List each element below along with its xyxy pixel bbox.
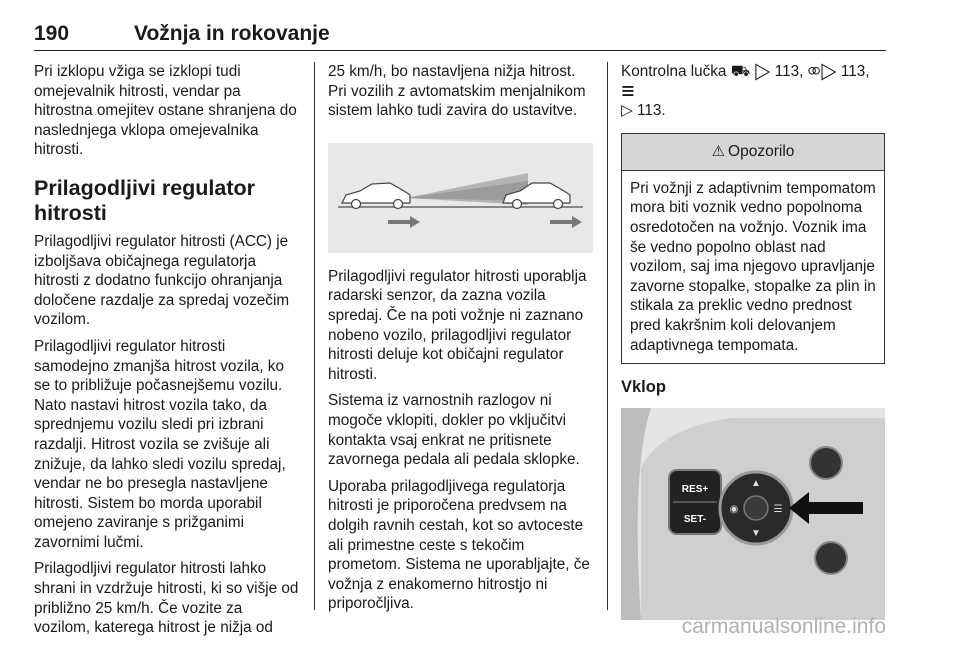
paragraph: Uporaba prilagodljivega regulatorja hitrosti je priporočena predvsem na dolgih ravnih cestah, kot so avtoceste ali primestne ceste s tekočim prometom. Sistema ne uporabljajte, če vožnja z enakomerno hitrostjo ni priporočljiva. xyxy=(328,477,590,613)
ego-car-icon xyxy=(342,183,410,209)
distance-lamp-icon: ☰ xyxy=(621,82,635,100)
cruise-icon: ◉ xyxy=(729,504,739,516)
paragraph: Prilagodljivi regulator hitrosti lahko shrani in vzdržuje hitrosti, ki so višje od približno 25 km/h. Če vozite za vozilom, katerega hitrost je nižja od xyxy=(34,560,299,637)
direction-arrow-icon xyxy=(388,216,420,228)
direction-arrow-icon xyxy=(550,216,582,228)
steering-controls-svg xyxy=(621,408,885,620)
page-ref-arrow-icon: ▷ xyxy=(621,102,633,120)
cancel-icon: ▼ xyxy=(751,528,761,540)
paragraph: Sistema iz varnostnih razlogov ni mogoče vklopiti, dokler po vključitvi kontakta vsaj enkrat ne pritisnete zavornega pedala ali pedala sklopke. xyxy=(328,392,580,469)
paragraph: 25 km/h, bo nastavljena nižja hitrost. Pri vozilih z avtomatskim menjalnikom sistem lahko tudi zavira do ustavitve. xyxy=(328,63,586,120)
control-lamp-reference xyxy=(621,62,886,121)
column-3 xyxy=(621,62,886,620)
page-number: 190 xyxy=(34,22,70,45)
warning-title: Opozorilo xyxy=(728,142,795,160)
radar-illustration-svg xyxy=(328,143,593,253)
cruise-center-button[interactable] xyxy=(744,496,768,520)
watermark: carmanualsonline.info xyxy=(681,615,886,638)
car-lamp-icon: ⛟ xyxy=(730,63,750,80)
paragraph: Pri izklopu vžiga se izklopi tudi omejevalnik hitrosti, vendar pa hitrostna omejitev ostane shranjena do naslednjega vklopa omejevalnika hitrosti. xyxy=(34,63,297,159)
section-heading: Vklop xyxy=(621,378,666,397)
acc-radar-illustration xyxy=(328,143,593,253)
cruise-lamp-icon: ⚭ xyxy=(807,63,821,80)
res-button-label: RES+ xyxy=(681,484,709,496)
page-title: Vožnja in rokovanje xyxy=(134,22,330,45)
page-header xyxy=(34,22,886,51)
page-reference: 113, xyxy=(774,63,804,80)
reference-prefix: Kontrolna lučka xyxy=(621,63,727,80)
warning-box xyxy=(621,133,885,364)
paragraph: Prilagodljivi regulator hitrosti samodejno zmanjša hitrost vozila, ko se to približuje počasnejšemu vozilu. Nato nastavi hitrost vozila tako, da sprednjemu vozilu sledi pri izbrani razdalji. Hitrost vozila se zvišuje ali znižuje, da lahko sledi vozilu spredaj, vendar ne bo presegla nastavljene hitrosti. Sistem bo morda uporabil omejeno zaviranje s prižganimi zavornimi lučmi. xyxy=(34,337,286,551)
distance-icon: ☰ xyxy=(773,504,783,516)
warning-triangle-icon: ⚠ xyxy=(711,142,726,160)
phone-button[interactable] xyxy=(810,447,842,479)
page-reference: 113, xyxy=(840,63,870,80)
page-ref-arrow-icon: ▷ xyxy=(754,63,771,80)
steering-wheel-controls-illustration xyxy=(621,408,885,620)
column-divider xyxy=(607,62,608,610)
voice-button[interactable] xyxy=(815,542,847,574)
speed-limiter-icon: ▲ xyxy=(751,478,761,490)
page-ref-arrow-icon: ▷ xyxy=(820,63,837,80)
warning-header xyxy=(622,134,884,171)
set-button-label: SET- xyxy=(683,514,707,526)
paragraph: Prilagodljivi regulator hitrosti (ACC) je izboljšava običajnega regulatorja hitrosti z dodatno funkcijo ohranjanja določene razdalje za spredaj vozečim vozilom. xyxy=(34,232,290,329)
page-reference: 113. xyxy=(637,102,666,120)
paragraph: Prilagodljivi regulator hitrosti uporablja radarski senzor, da zazna vozila spredaj. Če na poti vožnje ni zaznano nobeno vozilo, prilagodljivi regulator hitrosti deluje kot običajni regulator hitrosti. xyxy=(328,267,587,383)
section-heading: Prilagodljivi regulator hitrosti xyxy=(34,175,256,225)
warning-text: Pri vožnji z adaptivnim tempomatom mora biti voznik vedno popolnoma osredotočen na vožnjo. Voznik ima še vedno popolno oblast nad vozilom, saj ima njegovo upravljanje zavorne stopalke, stopalke za plin in stikala za preklic vedno prednost pred kakršnim koli delovanjem adaptivnega tempomata. xyxy=(630,179,876,354)
column-2 xyxy=(328,62,593,621)
column-1 xyxy=(34,62,302,645)
column-divider xyxy=(314,62,315,610)
